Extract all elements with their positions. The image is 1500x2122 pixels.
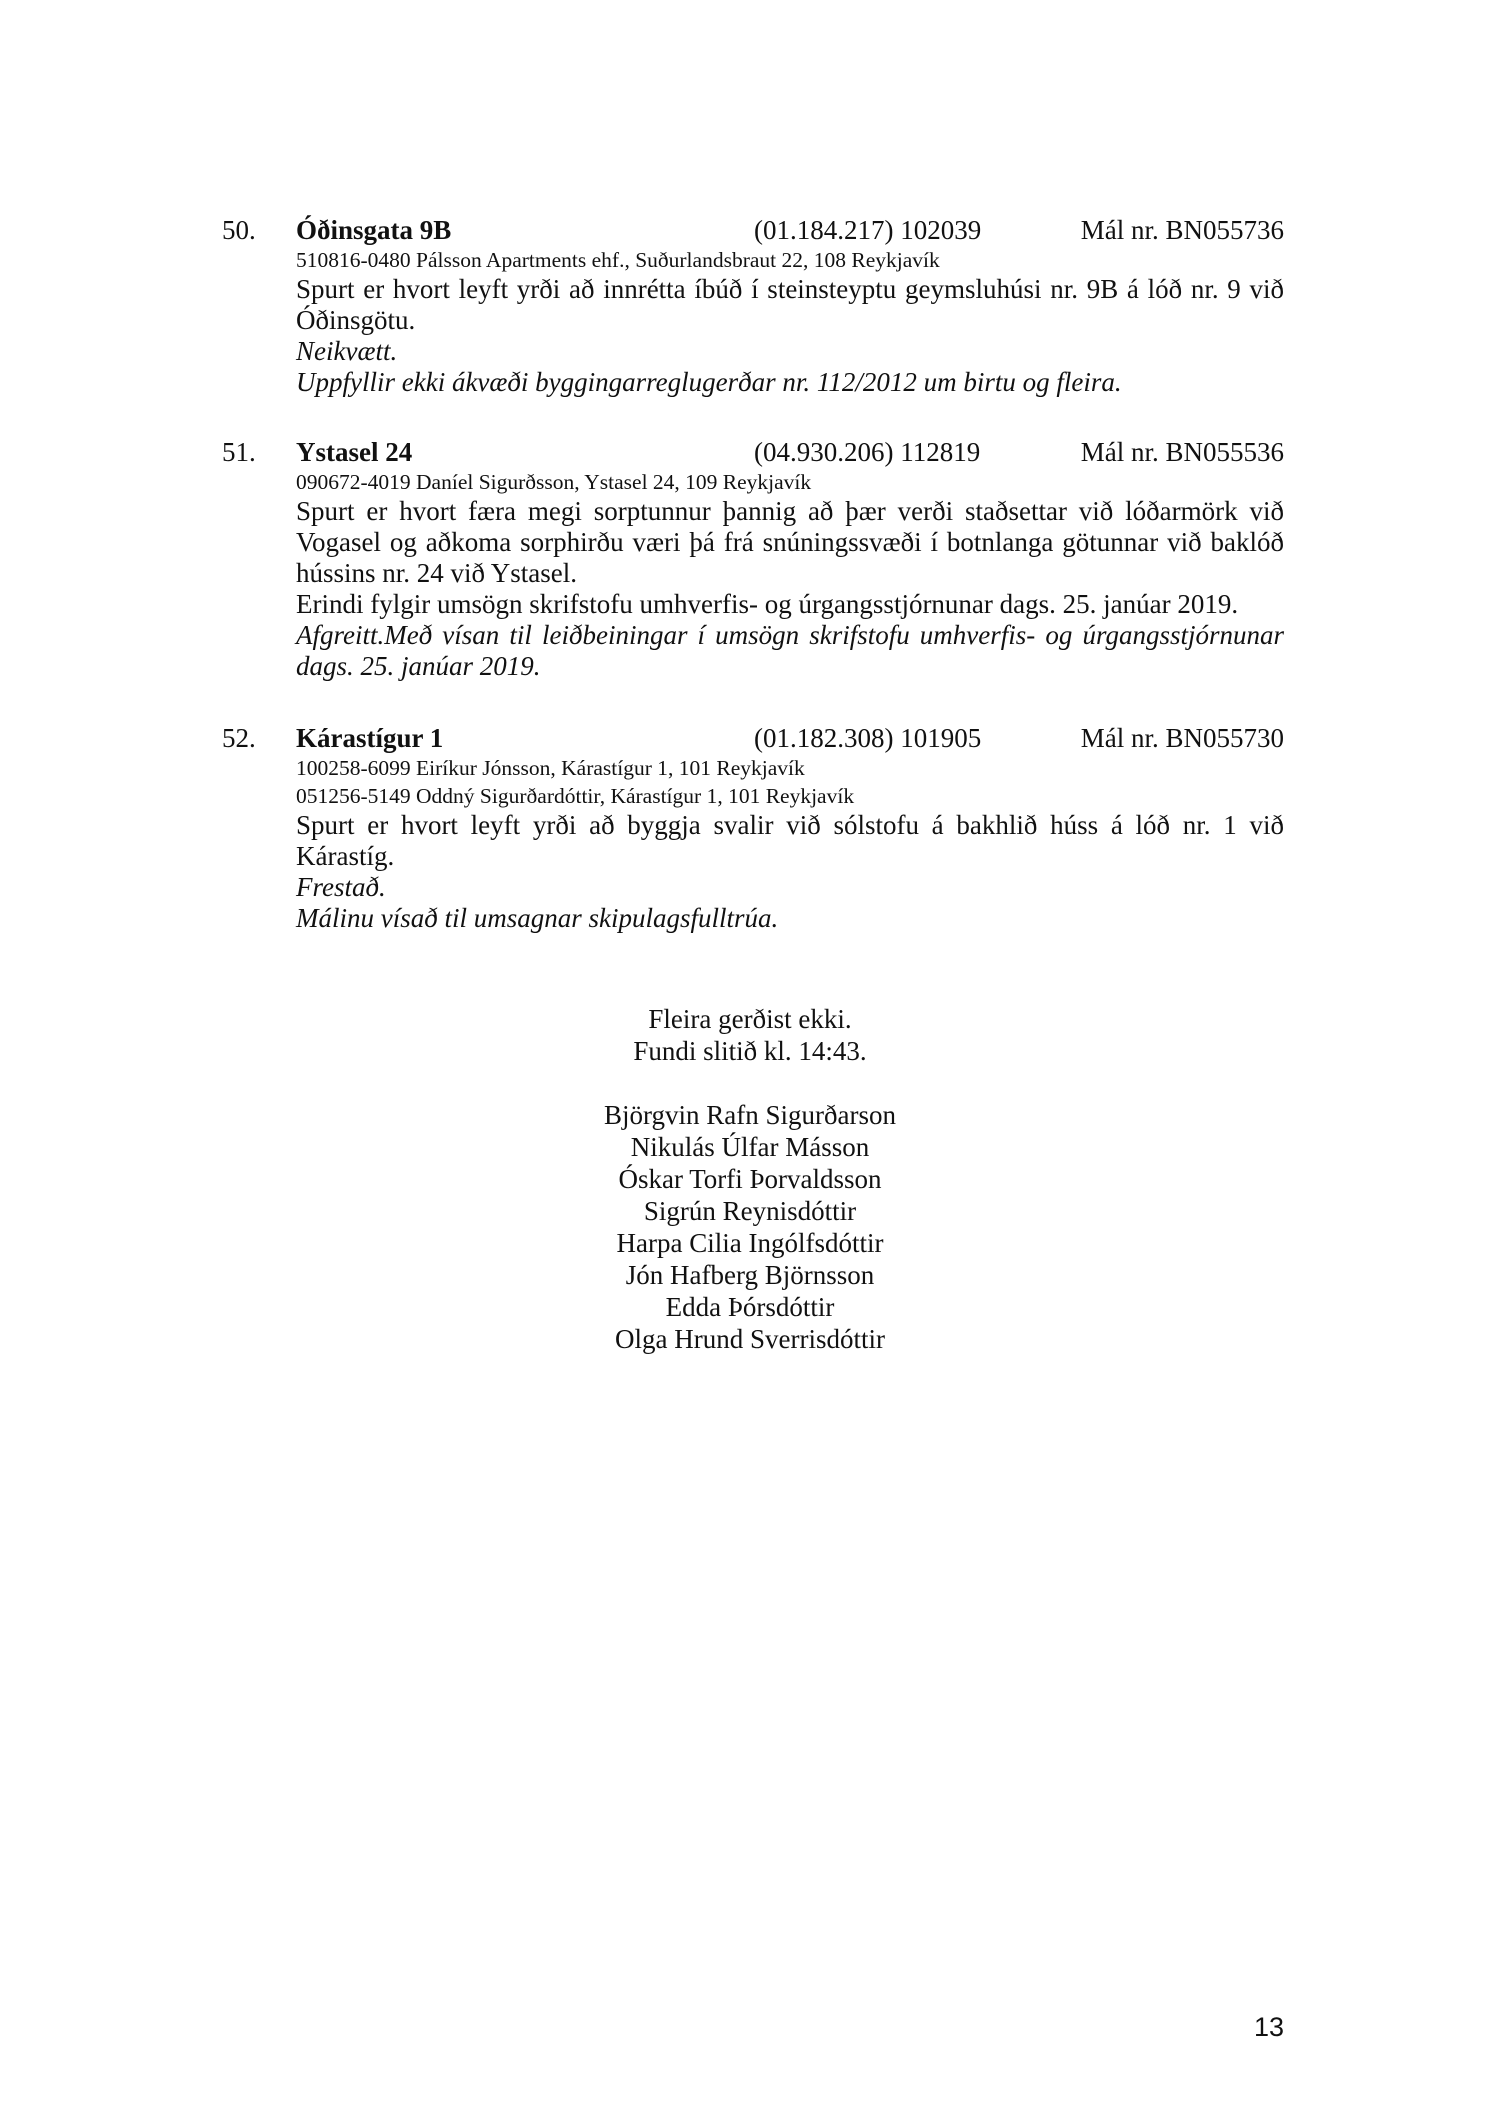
case-reference: (01.184.217) 102039 bbox=[754, 215, 982, 245]
case-decision-note: Uppfyllir ekki ákvæði byggingarreglugerðar nr. 112/2012 um birtu og fleira. bbox=[296, 367, 1122, 397]
case-entry bbox=[222, 436, 1284, 682]
applicant: 100258-6099 Eiríkur Jónsson, Kárastígur 1, 101 Reykjavík bbox=[296, 756, 805, 780]
case-body bbox=[296, 468, 1284, 682]
case-decision: Neikvætt. bbox=[296, 336, 398, 366]
case-address: Ystasel 24 bbox=[296, 437, 413, 467]
signer-name: Björgvin Rafn Sigurðarson bbox=[604, 1100, 896, 1130]
case-number-ref: Mál nr. BN055736 bbox=[1080, 215, 1284, 245]
case-decision: Frestað. bbox=[296, 872, 386, 902]
signer-name: Edda Þórsdóttir bbox=[665, 1292, 835, 1322]
case-decision-note: Málinu vísað til umsagnar skipulagsfulltrúa. bbox=[296, 903, 779, 933]
case-address: Óðinsgata 9B bbox=[296, 215, 452, 245]
case-body bbox=[296, 246, 1284, 398]
applicant: 090672-4019 Daníel Sigurðsson, Ystasel 24, 109 Reykjavík bbox=[296, 470, 812, 494]
case-header bbox=[222, 722, 1284, 754]
case-number: 50. bbox=[222, 215, 256, 245]
case-description: Spurt er hvort færa megi sorptunnur þannig að þær verði staðsettar við lóðarmörk við Vogasel og aðkoma sorphirðu væri þá frá snúningssvæði í botnlanga götunnar við baklóð hússins nr. 24 við Ystasel. bbox=[296, 496, 1284, 588]
case-reference: (04.930.206) 112819 bbox=[754, 437, 981, 467]
case-body bbox=[296, 754, 1284, 934]
case-decision: Afgreitt. bbox=[296, 620, 385, 650]
page-number: 13 bbox=[1253, 2012, 1284, 2042]
case-number: 52. bbox=[222, 723, 256, 753]
case-decision-note: Með vísan til leiðbeiningar í umsögn skrifstofu umhverfis- og úrgangsstjórnunar dags. 25. janúar 2019. bbox=[296, 620, 1284, 681]
closing-line: Fundi slitið kl. 14:43. bbox=[633, 1036, 867, 1066]
case-entry bbox=[222, 722, 1284, 934]
signer-name: Jón Hafberg Björnsson bbox=[625, 1260, 875, 1290]
case-reference: (01.182.308) 101905 bbox=[754, 723, 982, 753]
case-decision-block bbox=[296, 620, 1284, 682]
signer-name: Sigrún Reynisdóttir bbox=[643, 1196, 857, 1226]
case-entry bbox=[222, 214, 1284, 398]
signer-name: Nikulás Úlfar Másson bbox=[630, 1132, 870, 1162]
case-number-ref: Mál nr. BN055536 bbox=[1080, 437, 1284, 467]
signer-name: Olga Hrund Sverrisdóttir bbox=[615, 1324, 885, 1354]
signer-name: Óskar Torfi Þorvaldsson bbox=[618, 1164, 882, 1194]
case-number: 51. bbox=[222, 437, 256, 467]
case-number-ref: Mál nr. BN055730 bbox=[1080, 723, 1284, 753]
case-description: Erindi fylgir umsögn skrifstofu umhverfis- og úrgangsstjórnunar dags. 25. janúar 2019. bbox=[296, 589, 1239, 619]
meeting-closing bbox=[0, 1003, 1500, 1355]
case-description: Spurt er hvort leyft yrði að byggja svalir við sólstofu á bakhlið húss á lóð nr. 1 við Kárastíg. bbox=[296, 810, 1284, 871]
signer-name: Harpa Cilia Ingólfsdóttir bbox=[616, 1228, 884, 1258]
closing-line: Fleira gerðist ekki. bbox=[648, 1004, 852, 1034]
signer-list bbox=[0, 1099, 1500, 1355]
case-address: Kárastígur 1 bbox=[296, 723, 444, 753]
applicant: 510816-0480 Pálsson Apartments ehf., Suðurlandsbraut 22, 108 Reykjavík bbox=[296, 248, 940, 272]
case-header bbox=[222, 214, 1284, 246]
case-description: Spurt er hvort leyft yrði að innrétta íbúð í steinsteyptu geymsluhúsi nr. 9B á lóð nr. 9 við Óðinsgötu. bbox=[296, 274, 1284, 335]
case-header bbox=[222, 436, 1284, 468]
applicant: 051256-5149 Oddný Sigurðardóttir, Kárastígur 1, 101 Reykjavík bbox=[296, 784, 855, 808]
